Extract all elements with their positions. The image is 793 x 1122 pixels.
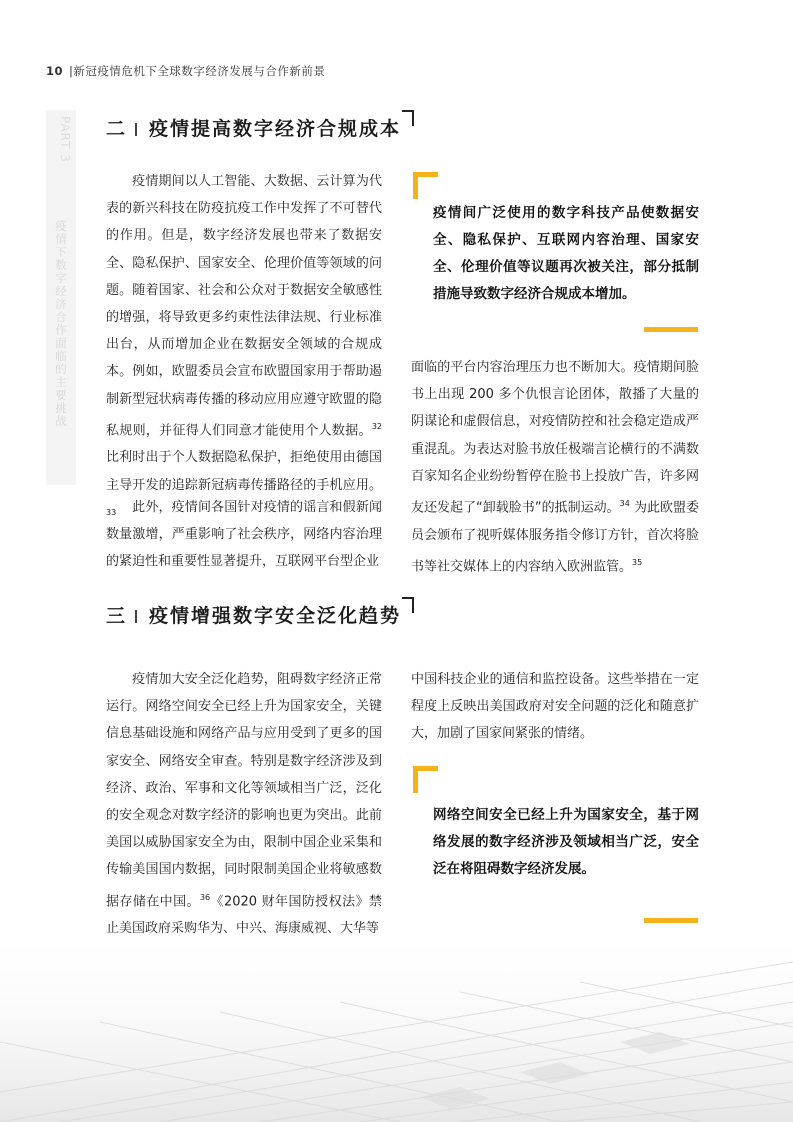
heading-divider xyxy=(135,610,137,623)
heading-divider xyxy=(135,123,137,136)
heading-corner-mark xyxy=(402,597,414,613)
page-number: 10 xyxy=(46,64,64,78)
section-2-title: 疫情提高数字经济合规成本 xyxy=(149,118,402,140)
section-2-left-paragraph-1 xyxy=(106,168,382,530)
section-3-callout: 网络空间安全已经上升为国家安全，基于网络发展的数字经济涉及领域相当广泛，安全泛在将阻碍数字经济发展。 xyxy=(433,807,699,877)
heading-corner-mark xyxy=(402,110,414,126)
callout-corner-mark xyxy=(413,172,438,199)
section-3-number: 三 xyxy=(106,605,128,627)
paragraph-text: 为此欧盟委员会颁布了视听媒体服务指令修订方针，首次将脸书等社交媒体上的内容纳入欧洲监管。 xyxy=(411,500,699,575)
part-section-title: 疫情下数字经济合作面临的主要挑战 xyxy=(54,220,68,428)
section-2-left-paragraph-2 xyxy=(106,494,382,576)
callout-corner-mark xyxy=(413,766,438,793)
section-2-heading xyxy=(106,114,401,141)
section-2-number: 二 xyxy=(106,118,128,140)
paragraph-text: 比利时出于个人数据隐私保护，拒绝使用由德国主导开发的追踪新冠病毒传播路径的手机应用。 xyxy=(106,450,382,493)
paragraph-text: 面临的平台内容治理压力也不断加大。疫情期间脸书上出现 200 多个仇恨言论团体，散播了大量的阴谋论和虚假信息，对疫情防控和社会稳定造成严重混乱。为表达对脸书放任极端言论横行的不满数百家知名企业纷纷暂停在脸书上投放广告，许多网友还发起了“卸载脸书”的抵制运动。 xyxy=(411,360,699,516)
paragraph-text: 《2020 财年国防授权法》禁 xyxy=(210,893,382,909)
section-2-callout: 疫情间广泛使用的数字科技产品使数据安全、隐私保护、互联网内容治理、国家安全、伦理价值等议题再次被关注，部分抵制措施导致数字经济合规成本增加。 xyxy=(433,205,699,302)
decorative-grid-floor xyxy=(0,922,793,1122)
running-title: |新冠疫情危机下全球数字经济发展与合作新前景 xyxy=(69,64,326,78)
footnote-ref-34[interactable]: 34 xyxy=(619,499,630,509)
paragraph-text: 疫情加大安全泛化趋势，阻碍数字经济正常运行。网络空间安全已经上升为国家安全，关键信息基础设施和网络产品与应用受到了更多的国家安全、网络安全审查。特别是数字经济涉及到经济、政治、军事和文化等领域相当广泛，泛化的安全观念对数字经济的影响也更为突出。此前美国以威胁国家安全为由，限制中国企业采集和传输美国国内数据，同时限制美国企业将敏感数据存储在中国。 xyxy=(106,672,382,909)
paragraph-text: 疫情期间以人工智能、大数据、云计算为代表的新兴科技在防疫抗疫工作中发挥了不可替代的作用。但是，数字经济发展也带来了数据安全、隐私保护、国家安全、伦理价值等领域的问题。随着国家、社会和公众对于数据安全敏感性的增强，将导致更多约束性法律法规、行业标准出台，从而增加企业在数据安全领域的合规成本。例如，欧盟委员会宣布欧盟国家用于帮助遏制新型冠状病毒传播的移动应用应遵守欧盟的隐私规则，并征得人们同意才能使用个人数据。 xyxy=(106,174,382,439)
part-sidebar xyxy=(46,110,76,485)
callout-dash xyxy=(644,327,698,332)
paragraph-text: 此外，疫情间各国针对疫情的谣言和假新闻数量激增，严重影响了社会秩序，网络内容治理的紧迫性和重要性显著提升，互联网平台型企业 xyxy=(106,500,382,570)
section-3-left-paragraph xyxy=(106,666,382,942)
section-3-title: 疫情增强数字安全泛化趋势 xyxy=(149,605,402,627)
part-label: PART 3 xyxy=(58,116,72,163)
footnote-ref-32[interactable]: 32 xyxy=(371,421,382,431)
section-3-heading xyxy=(106,601,401,628)
section-3-right-paragraph: 中国科技企业的通信和监控设备。这些举措在一定程度上反映出美国政府对安全问题的泛化和随意扩大，加剧了国家间紧张的情绪。 xyxy=(411,672,699,742)
footnote-ref-35[interactable]: 35 xyxy=(632,557,643,567)
footnote-ref-33[interactable]: 33 xyxy=(106,507,117,517)
running-header xyxy=(46,63,325,79)
footnote-ref-36[interactable]: 36 xyxy=(199,892,211,902)
section-2-right-paragraph xyxy=(411,354,699,580)
